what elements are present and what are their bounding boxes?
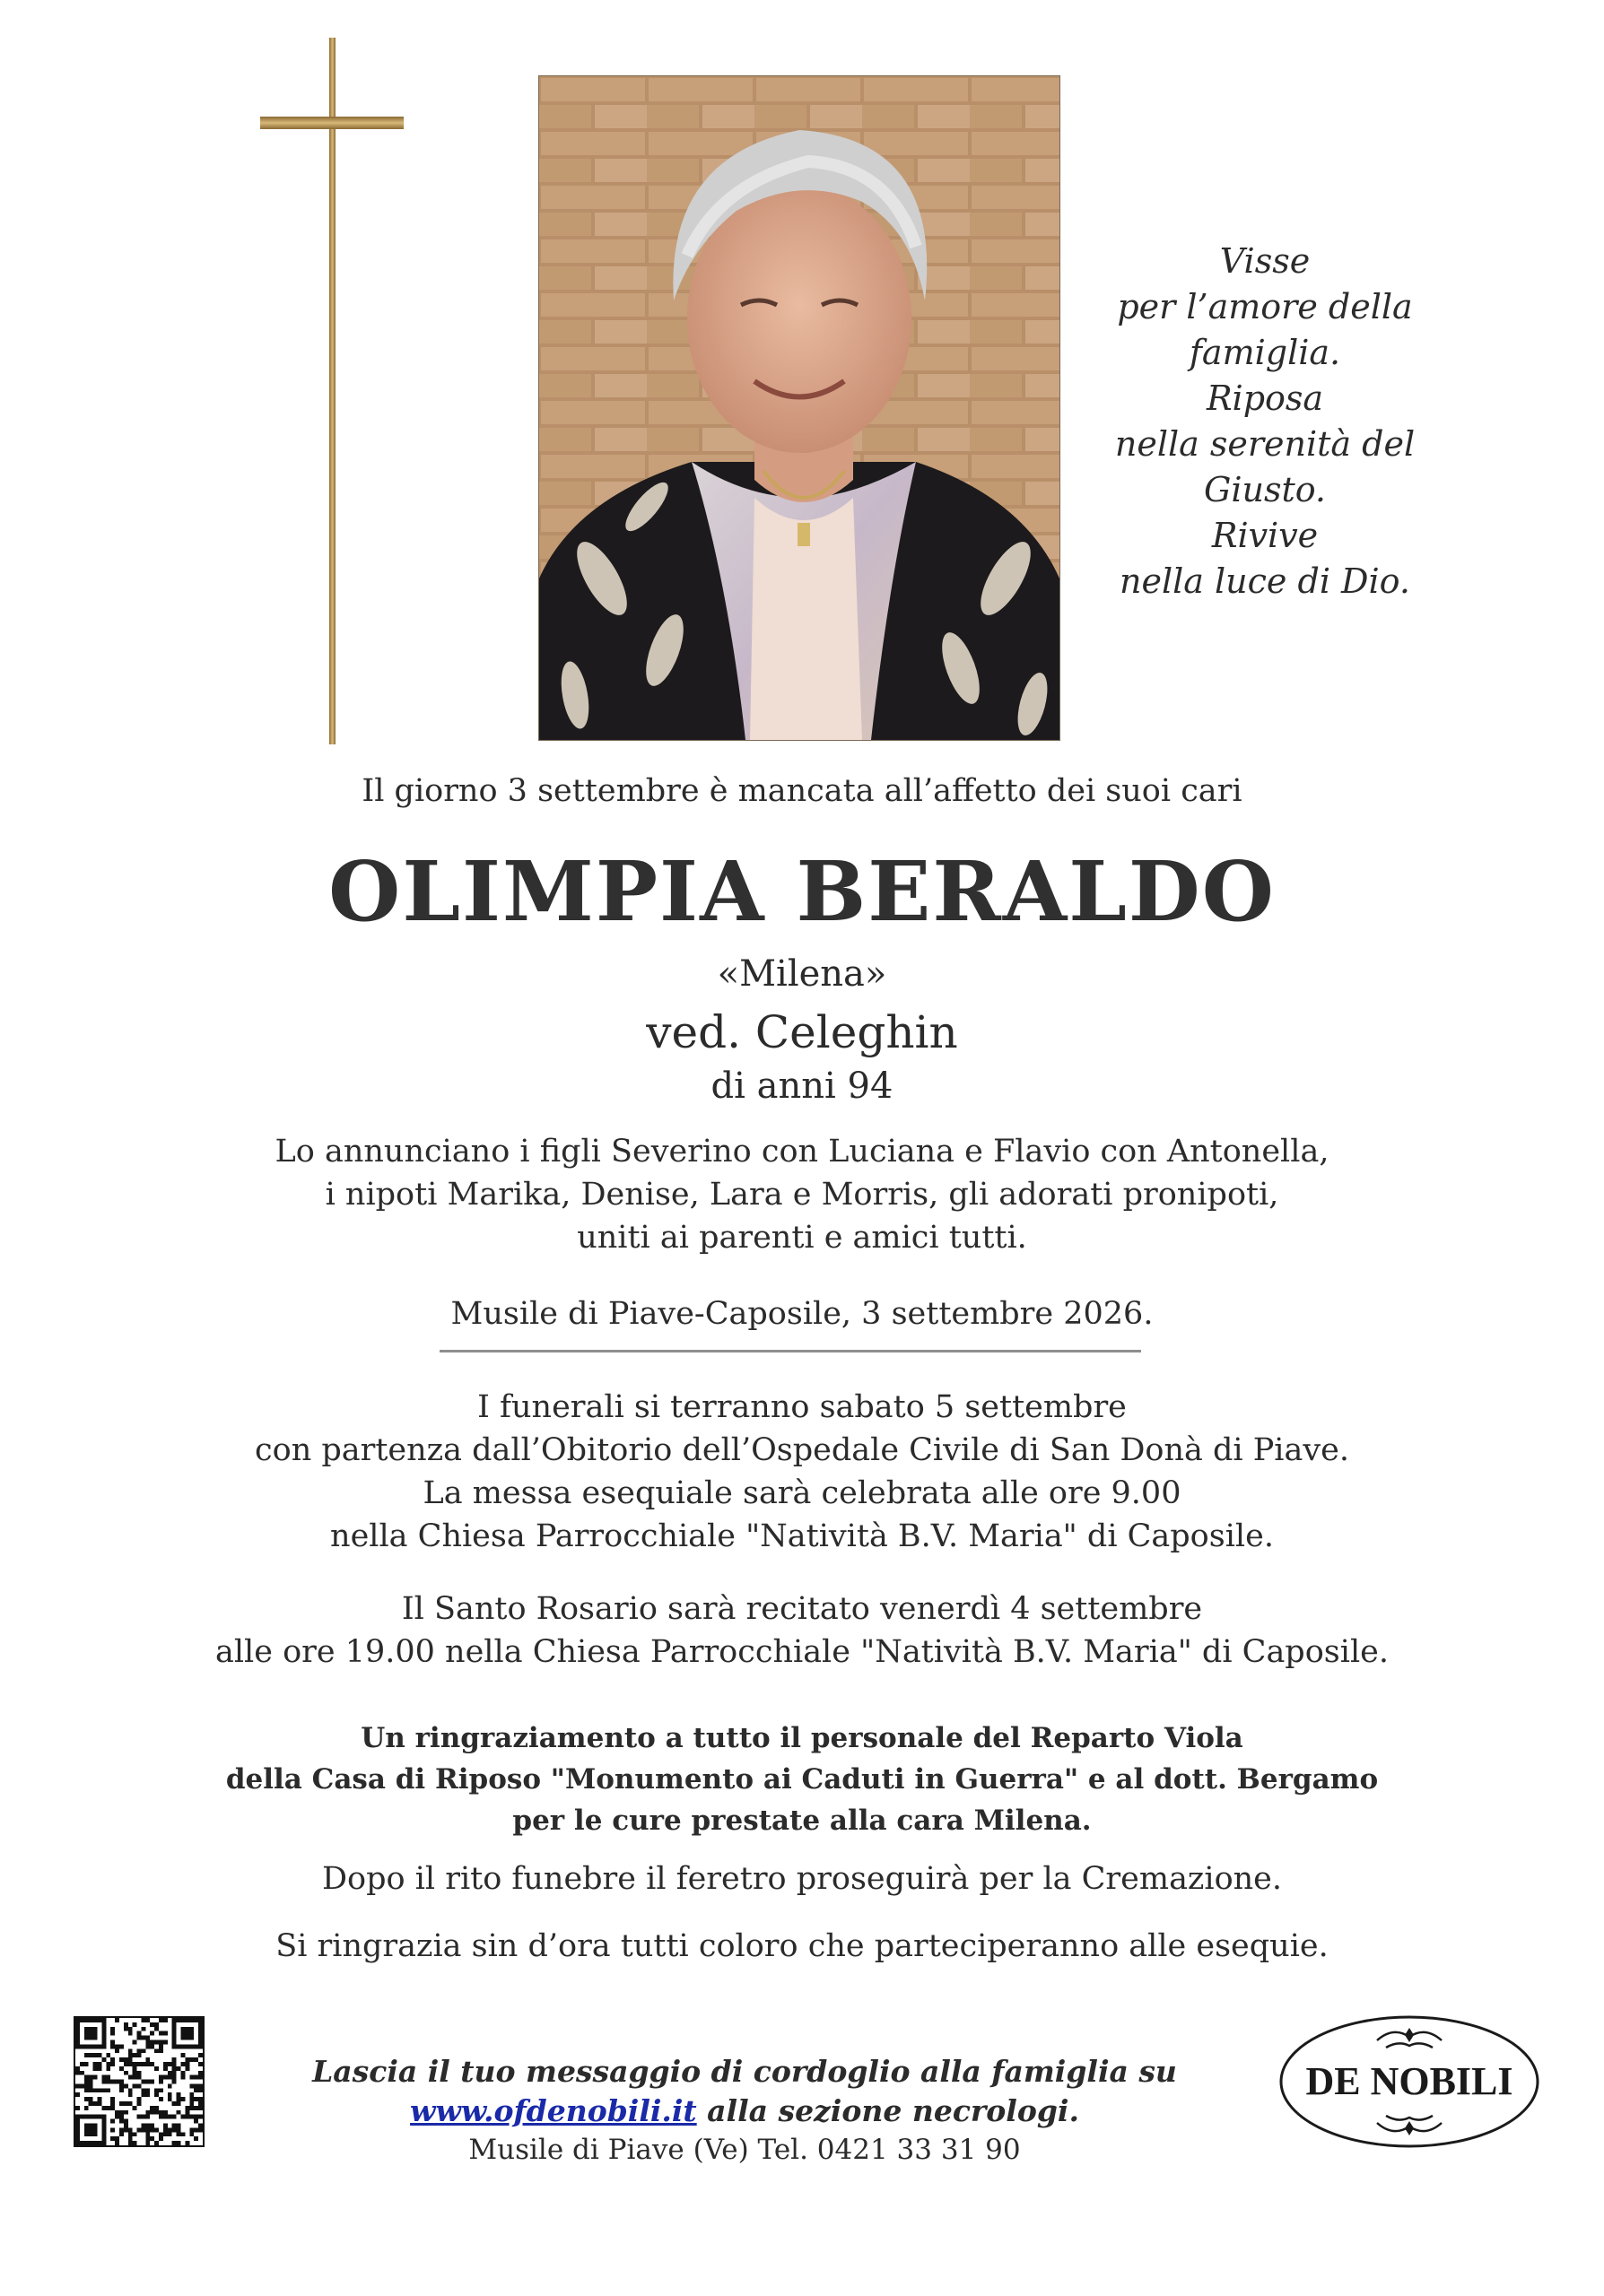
de-nobili-logo xyxy=(1278,2013,1540,2150)
condolence-message xyxy=(296,2052,1193,2131)
funeral-line: I funerali si terranno sabato 5 settembre xyxy=(477,1389,1127,1425)
deceased-photo xyxy=(538,75,1060,741)
rosary-info xyxy=(0,1587,1604,1674)
website-link[interactable]: www.ofdenobili.it xyxy=(410,2093,697,2128)
cross-icon-crossbar xyxy=(260,117,404,129)
family-announcement xyxy=(0,1130,1604,1259)
footer xyxy=(296,2052,1193,2169)
condolence-text: Lascia il tuo messaggio di cordoglio alla famiglia su xyxy=(312,2054,1177,2089)
condolence-link-line xyxy=(296,2092,1193,2131)
verse-line: nella serenità del xyxy=(1114,424,1416,464)
thanks-note xyxy=(0,1718,1604,1841)
verse-line: Rivive xyxy=(1211,516,1319,555)
necrology-section-text: alla sezione necrologi. xyxy=(696,2093,1079,2128)
verse-line: Visse xyxy=(1219,241,1311,281)
verse-line: Riposa xyxy=(1206,378,1324,418)
family-line: uniti ai parenti e amici tutti. xyxy=(577,1220,1027,1256)
nickname: «Milena» xyxy=(717,953,887,995)
logo-text: DE NOBILI xyxy=(1305,2059,1513,2103)
cremation-note: Dopo il rito funebre il feretro proseguirà per la Cremazione. xyxy=(321,1861,1283,1897)
funeral-line: con partenza dall’Obitorio dell’Ospedale Civile di San Donà di Piave. xyxy=(255,1432,1349,1468)
funeral-line: La messa esequiale sarà celebrata alle ore 9.00 xyxy=(423,1475,1181,1511)
funeral-info xyxy=(0,1386,1604,1558)
place-date: Musile di Piave-Caposile, 3 settembre 2026. xyxy=(450,1296,1154,1332)
thanks-line: Un ringraziamento a tutto il personale del Reparto Viola xyxy=(361,1722,1243,1754)
thanks-line: della Casa di Riposo "Monumento ai Caduti in Guerra" e al dott. Bergamo xyxy=(225,1763,1379,1796)
widow-of: ved. Celeghin xyxy=(646,1006,958,1058)
cross-icon xyxy=(329,38,336,744)
family-line: Lo annunciano i figli Severino con Luciana e Flavio con Antonella, xyxy=(275,1134,1329,1170)
deceased-name: OLIMPIA BERALDO xyxy=(328,843,1276,940)
rosary-line: alle ore 19.00 nella Chiesa Parrocchiale "Natività B.V. Maria" di Caposile. xyxy=(215,1634,1389,1670)
verse xyxy=(1094,239,1435,604)
intro-text: Il giorno 3 settembre è mancata all’affetto dei suoi cari xyxy=(362,773,1242,809)
thanks-line: per le cure prestate alla cara Milena. xyxy=(512,1805,1092,1837)
age: di anni 94 xyxy=(710,1065,894,1107)
family-line: i nipoti Marika, Denise, Lara e Morris, gli adorati pronipoti, xyxy=(325,1177,1279,1213)
verse-line: Giusto. xyxy=(1203,470,1327,509)
verse-line: nella luce di Dio. xyxy=(1120,561,1410,601)
divider xyxy=(440,1350,1141,1352)
closing-note: Si ringrazia sin d’ora tutti coloro che parteciperanno alle esequie. xyxy=(275,1928,1329,1964)
contact-address: Musile di Piave (Ve) Tel. 0421 33 31 90 xyxy=(468,2134,1021,2166)
qr-code[interactable] xyxy=(75,2018,203,2145)
verse-line: famiglia. xyxy=(1189,333,1341,372)
funeral-line: nella Chiesa Parrocchiale "Natività B.V. Maria" di Caposile. xyxy=(330,1518,1274,1554)
rosary-line: Il Santo Rosario sarà recitato venerdì 4 settembre xyxy=(401,1591,1203,1627)
verse-line: per l’amore della xyxy=(1117,287,1413,326)
